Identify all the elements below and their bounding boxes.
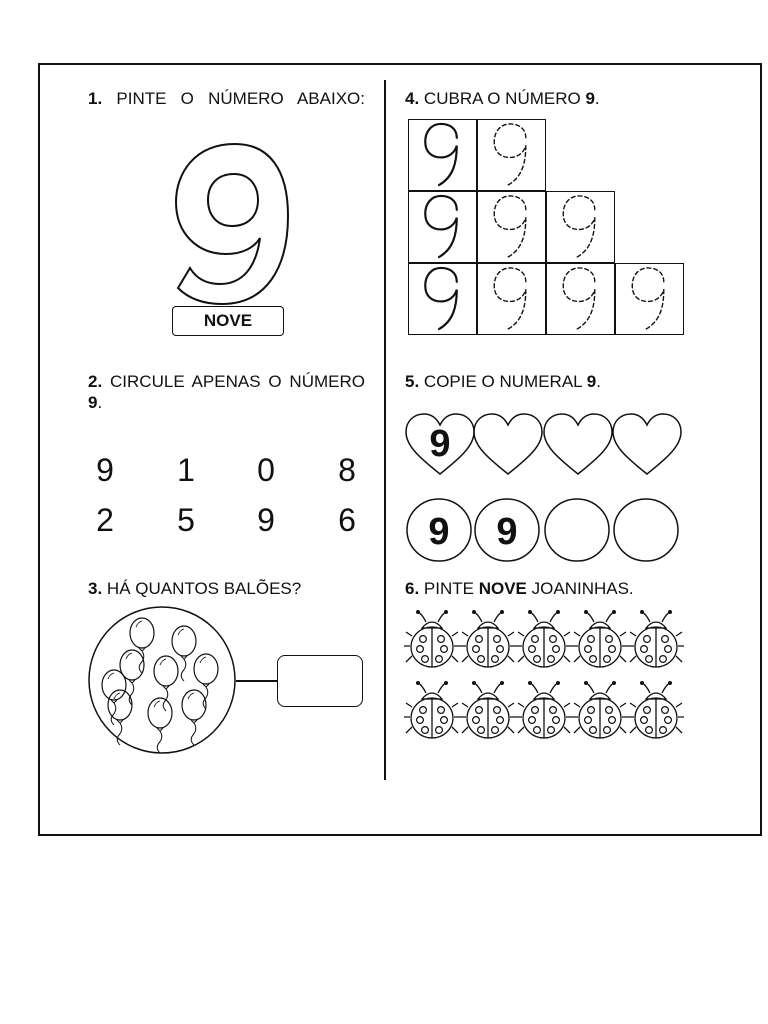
- tracing-nine-cell[interactable]: [546, 191, 615, 263]
- dashed-nine-icon: [478, 120, 544, 189]
- tracing-nine-cell[interactable]: [615, 263, 684, 335]
- q2-highlight: 9: [88, 393, 98, 412]
- digit-option[interactable]: 5: [177, 502, 195, 538]
- q2-heading: [88, 371, 365, 413]
- q6-text-a: PINTE: [423, 579, 479, 598]
- q5-text: COPIE O NUMERAL: [423, 372, 587, 391]
- dashed-nine-icon: [547, 264, 613, 333]
- q3-heading: [88, 578, 365, 599]
- q6-heading: [405, 578, 745, 599]
- circle-numeral: 9: [428, 511, 450, 553]
- balloon-icon: [154, 656, 178, 711]
- q6-number: 6.: [405, 579, 420, 598]
- ladybug-icon[interactable]: [572, 679, 628, 745]
- balloon-icon: [172, 626, 196, 681]
- balloon-icon: [102, 670, 126, 725]
- outline-nine-icon[interactable]: [168, 138, 298, 308]
- q3-text: HÁ QUANTOS BALÕES?: [106, 579, 302, 598]
- dashed-nine-icon: [547, 192, 613, 261]
- q5-highlight: 9: [586, 372, 597, 391]
- q4-tail: .: [594, 89, 600, 108]
- q5-tail: .: [596, 372, 601, 391]
- ladybug-icon[interactable]: [516, 608, 572, 674]
- ladybug-icon[interactable]: [460, 608, 516, 674]
- q3-number: 3.: [88, 579, 103, 598]
- solid-nine-icon: [409, 192, 475, 261]
- heart-numeral: 9: [429, 423, 451, 465]
- q1-text: PINTE O NÚMERO ABAIXO:: [116, 89, 365, 108]
- solid-nine-icon: [409, 120, 475, 189]
- model-nine-cell: [408, 263, 477, 335]
- dashed-nine-icon: [478, 264, 544, 333]
- digit-option[interactable]: 0: [257, 452, 275, 488]
- circle-shape[interactable]: [542, 497, 612, 563]
- balloon-icon: [148, 698, 172, 753]
- column-divider: [384, 80, 386, 780]
- q2-text: CIRCULE APENAS O NÚMERO: [110, 372, 365, 391]
- q5-number: 5.: [405, 372, 420, 391]
- balloon-icon: [130, 618, 154, 673]
- balloon-icon: [182, 690, 206, 745]
- ladybug-icon[interactable]: [628, 608, 684, 674]
- q1-heading: [88, 88, 365, 109]
- circle-shape[interactable]: [611, 497, 681, 563]
- tracing-nine-cell[interactable]: [477, 263, 546, 335]
- digit-option[interactable]: 9: [96, 452, 114, 488]
- tracing-nine-cell[interactable]: [546, 263, 615, 335]
- heart-shape[interactable]: [404, 412, 476, 478]
- q1-number: 1.: [88, 89, 103, 108]
- balloon-circle: [86, 605, 238, 755]
- answer-box[interactable]: [277, 655, 363, 707]
- model-nine-cell: [408, 191, 477, 263]
- digit-option[interactable]: 2: [96, 502, 114, 538]
- digit-option[interactable]: 1: [177, 452, 195, 488]
- q4-highlight: 9: [585, 89, 595, 108]
- dashed-nine-icon: [616, 264, 682, 333]
- q4-number: 4.: [405, 89, 420, 108]
- q4-text: CUBRA O NÚMERO: [423, 89, 586, 108]
- q6-highlight: NOVE: [478, 579, 527, 598]
- heart-shape[interactable]: [542, 412, 614, 478]
- ladybug-icon[interactable]: [404, 608, 460, 674]
- circle-shape[interactable]: [472, 497, 542, 563]
- q2-number: 2.: [88, 372, 103, 391]
- tracing-nine-cell[interactable]: [477, 191, 546, 263]
- q5-heading: [405, 371, 745, 392]
- digit-option[interactable]: 6: [338, 502, 356, 538]
- solid-nine-icon: [409, 264, 475, 333]
- connector-line: [236, 680, 278, 682]
- ladybug-icon[interactable]: [404, 679, 460, 745]
- model-nine-cell: [408, 119, 477, 191]
- q4-heading: [405, 88, 745, 109]
- circle-numeral: 9: [496, 511, 518, 553]
- ladybug-icon[interactable]: [516, 679, 572, 745]
- q2-tail: .: [97, 393, 103, 412]
- q6-text-b: JOANINHAS.: [526, 579, 634, 598]
- circle-shape[interactable]: [404, 497, 474, 563]
- ladybug-icon[interactable]: [628, 679, 684, 745]
- tracing-nine-cell[interactable]: [477, 119, 546, 191]
- balloon-icon: [120, 650, 144, 705]
- digit-option[interactable]: 8: [338, 452, 356, 488]
- ladybug-icon[interactable]: [460, 679, 516, 745]
- nove-label: NOVE: [172, 306, 284, 336]
- ladybug-icon[interactable]: [572, 608, 628, 674]
- dashed-nine-icon: [478, 192, 544, 261]
- digit-option[interactable]: 9: [257, 502, 275, 538]
- heart-shape[interactable]: [611, 412, 683, 478]
- heart-shape[interactable]: [472, 412, 544, 478]
